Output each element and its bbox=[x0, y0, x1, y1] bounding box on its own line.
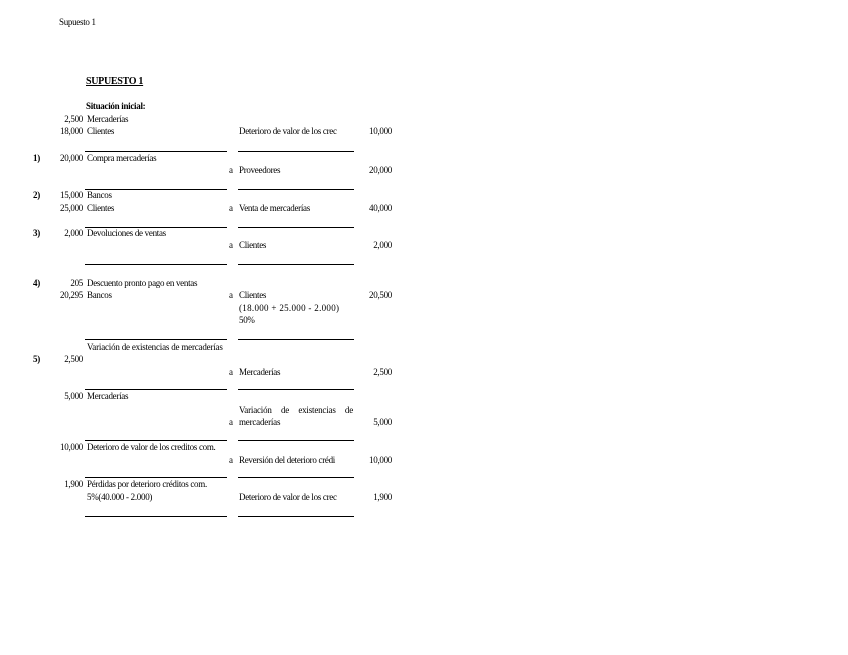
separator-line bbox=[238, 516, 354, 517]
credit-account: Clientes bbox=[239, 240, 267, 250]
credit-account: Variación de existencias de mercaderías bbox=[239, 405, 353, 427]
debit-account: Compra mercaderías bbox=[87, 153, 157, 163]
separator-line bbox=[85, 264, 227, 265]
initial-label: Situación inicial: bbox=[86, 101, 146, 111]
separator-line bbox=[238, 189, 354, 190]
a-connector: a bbox=[229, 203, 233, 213]
separator-line bbox=[85, 477, 227, 478]
debit-amount: 2,000 bbox=[64, 228, 83, 238]
debit-account: Deterioro de valor de los creditos com. bbox=[87, 442, 216, 452]
initial-credit-account: Deterioro de valor de los crec bbox=[239, 126, 337, 136]
debit-amount: 5,000 bbox=[64, 391, 83, 401]
initial-credit-amount: 10,000 bbox=[369, 126, 392, 136]
credit-account: Proveedores bbox=[239, 165, 281, 175]
credit-amount: 40,000 bbox=[369, 203, 392, 213]
credit-amount: 5,000 bbox=[373, 417, 392, 427]
credit-account: Deterioro de valor de los crec bbox=[239, 492, 337, 502]
separator-line bbox=[85, 389, 227, 390]
credit-amount: 10,000 bbox=[369, 455, 392, 465]
separator-line bbox=[238, 227, 354, 228]
initial-account: Clientes bbox=[87, 126, 115, 136]
debit-account: Variación de existencias de mercaderías bbox=[87, 342, 223, 352]
doc-title: SUPUESTO 1 bbox=[86, 76, 144, 87]
separator-line bbox=[238, 151, 354, 152]
separator-line bbox=[238, 264, 354, 265]
initial-amount: 18,000 bbox=[60, 126, 83, 136]
credit-amount: 20,500 bbox=[369, 290, 392, 300]
debit-amount: 20,295 bbox=[60, 290, 83, 300]
separator-line bbox=[238, 339, 354, 340]
separator-line bbox=[238, 389, 354, 390]
page-header-title: Supuesto 1 bbox=[59, 17, 96, 27]
entry-number: 1) bbox=[33, 153, 40, 163]
credit-account: Clientes bbox=[239, 290, 267, 300]
debit-amount: 10,000 bbox=[60, 442, 83, 452]
a-connector: a bbox=[229, 290, 233, 300]
separator-line bbox=[85, 516, 227, 517]
debit-account: Bancos bbox=[87, 190, 112, 200]
separator-line bbox=[85, 440, 227, 441]
a-connector: a bbox=[229, 367, 233, 377]
calculation-note: 5%(40.000 - 2.000) bbox=[87, 492, 153, 502]
entry-number: 4) bbox=[33, 278, 40, 288]
credit-account: Mercaderías bbox=[239, 367, 281, 377]
credit-amount: 2,000 bbox=[373, 240, 392, 250]
debit-account: Descuento pronto pago en ventas bbox=[87, 278, 198, 288]
initial-account: Mercaderías bbox=[87, 114, 129, 124]
initial-amount: 2,500 bbox=[64, 114, 83, 124]
debit-amount: 1,900 bbox=[64, 479, 83, 489]
credit-amount: 1,900 bbox=[373, 492, 392, 502]
debit-account: Devoluciones de ventas bbox=[87, 228, 166, 238]
calculation-note: (18.000 + 25.000 - 2.000) bbox=[239, 303, 340, 313]
a-connector: a bbox=[229, 455, 233, 465]
a-connector: a bbox=[229, 417, 233, 427]
debit-amount: 25,000 bbox=[60, 203, 83, 213]
a-connector: a bbox=[229, 165, 233, 175]
credit-account: Venta de mercaderías bbox=[239, 203, 310, 213]
debit-account: Mercaderías bbox=[87, 391, 129, 401]
debit-account: Pérdidas por deterioro créditos com. bbox=[87, 479, 207, 489]
debit-amount: 20,000 bbox=[60, 153, 83, 163]
entry-number: 5) bbox=[33, 354, 40, 364]
calculation-note: 50% bbox=[239, 315, 255, 325]
separator-line bbox=[238, 440, 354, 441]
debit-account: Clientes bbox=[87, 203, 115, 213]
a-connector: a bbox=[229, 240, 233, 250]
separator-line bbox=[238, 477, 354, 478]
separator-line bbox=[85, 151, 227, 152]
debit-amount: 2,500 bbox=[64, 354, 83, 364]
entry-number: 3) bbox=[33, 228, 40, 238]
credit-account: Reversión del deterioro crédi bbox=[239, 455, 336, 465]
separator-line bbox=[85, 339, 227, 340]
debit-amount: 15,000 bbox=[60, 190, 83, 200]
debit-amount: 205 bbox=[70, 278, 83, 288]
credit-amount: 20,000 bbox=[369, 165, 392, 175]
debit-account: Bancos bbox=[87, 290, 112, 300]
credit-amount: 2,500 bbox=[373, 367, 392, 377]
entry-number: 2) bbox=[33, 190, 40, 200]
